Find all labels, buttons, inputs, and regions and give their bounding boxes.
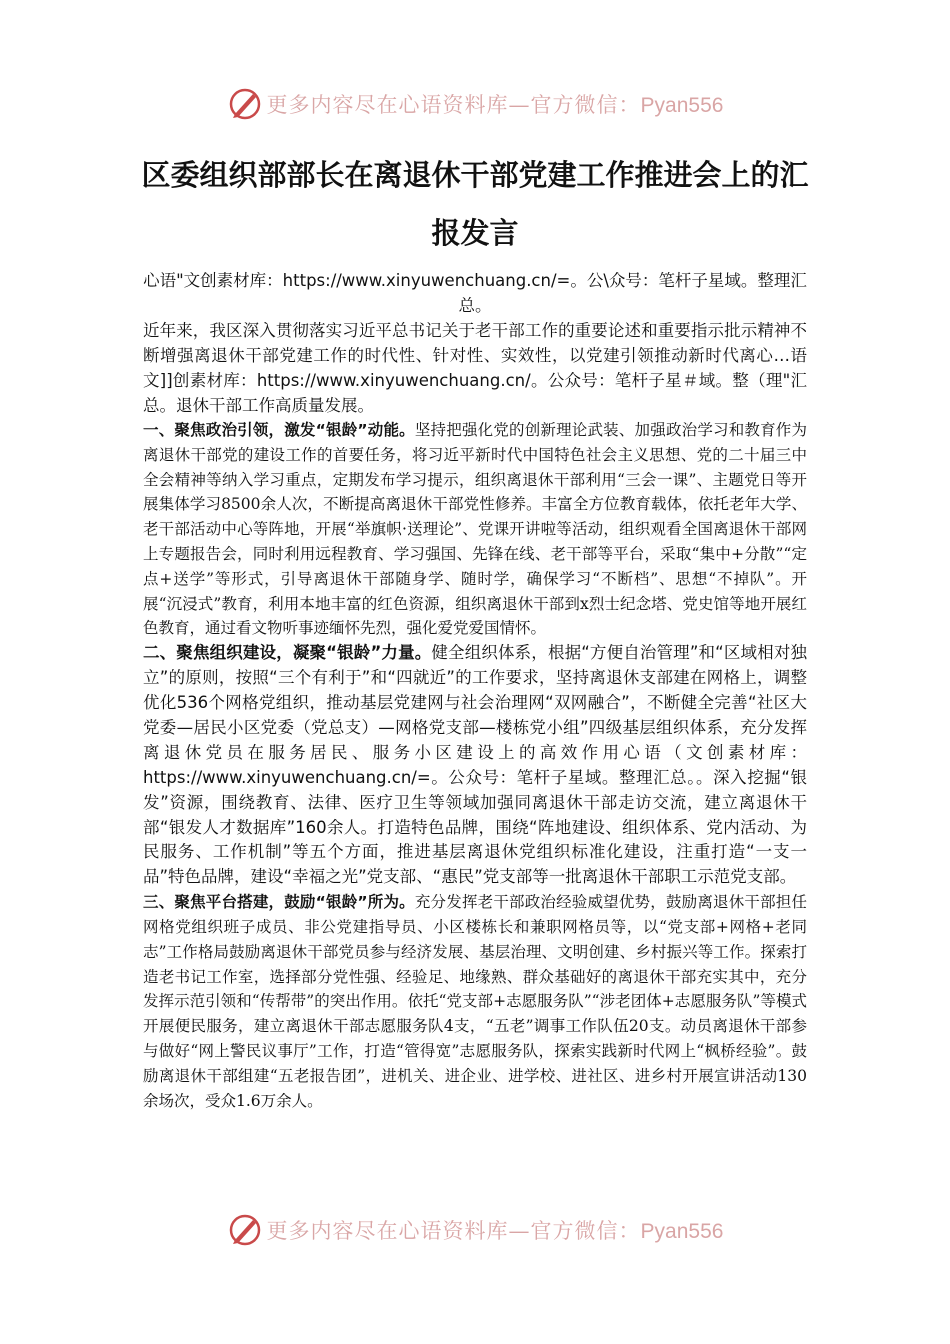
section-2 bbox=[143, 641, 807, 890]
section-3-body: 充分发挥老干部政治经验威望优势，鼓励离退休干部担任网格党组织班子成员、非公党建指导员、小区楼栋长和兼职网格员等，以“党支部+网格+老同志”工作格局鼓励离退休干部党员参与经济发展、基层治理、文明创建、乡村振兴等工作。探索打造老书记工作室，选择部分党性强、经验足、地缘熟、群众基础好的离退休干部充实其中，充分发挥示范引领和“传帮带”的突出作用。依托“党支部+志愿服务队”“涉老团体+志愿服务队”等模式开展便民服务，建立离退休干部志愿服务队4支，“五老”调事工作队伍20支。动员离退休干部参与做好“网上警民议事厅”工作，打造“管得宽”志愿服务队，探索实践新时代网上“枫桥经验”。鼓励离退休干部组建“五老报告团”，进机关、进企业、进学校、进社区、进乡村开展宣讲活动130余场次，受众1.6万余人。 bbox=[143, 893, 807, 1110]
section-1 bbox=[143, 418, 807, 641]
banner-text: 更多内容尽在心语资料库—官方微信：Pyan556 bbox=[266, 93, 724, 117]
section-1-heading: 一、聚焦政治引领，激发“银龄”动能。 bbox=[143, 421, 415, 439]
intro-paragraph: 近年来，我区深入贯彻落实习近平总书记关于老干部工作的重要论述和重要指示批示精神不断增强离退休干部党建工作的时代性、针对性、实效性，以党建引领推动新时代离心…语文]]创素材库：https://www.xinyuwenchuang.cn/。公众号：笔杆子星＃域。整（理"汇总。退休干部工作高质量发展。 bbox=[143, 321, 807, 415]
banner-wechat-id: Pyan556 bbox=[640, 1220, 724, 1243]
banner-wechat-id: Pyan556 bbox=[640, 94, 724, 117]
section-3-heading: 三、聚焦平台搭建，鼓励“银龄”所为。 bbox=[143, 893, 415, 912]
document-body bbox=[143, 268, 807, 1113]
intro-source-line: 心语"文创素材库：https://www.xinyuwenchuang.cn/=。公\众号：笔杆子星域。整理汇总。 bbox=[143, 271, 807, 315]
pen-circle-icon bbox=[227, 1212, 263, 1248]
banner-text: 更多内容尽在心语资料库—官方微信：Pyan556 bbox=[266, 1219, 724, 1243]
section-2-body: 健全组织体系，根据“方便自治管理”和“区域相对独立”的原则，按照“三个有利于”和“四就近”的工作要求，坚持离退休支部建在网格上，调整优化536个网格党组织，推动基层党建网与社会治理网“双网融合”，不断健全完善“社区大党委—居民小区党委（党总支）—网格党支部—楼栋党小组”四级基层组织体系，充分发挥离退休党员在服务居民、服务小区建设上的高效作用心语（文创素材库：https://www.xinyuwenchuang.cn/=。公众号：笔杆子星域。整理汇总。。深入挖掘“银发”资源，围绕教育、法律、医疗卫生等领域加强同离退休干部走访交流，建立离退休干部“银发人才数据库”160余人。打造特色品牌，围绕“阵地建设、组织体系、党内活动、为民服务、工作机制”等五个方面，推进基层离退休党组织标准化建设，注重打造“一支一品”特色品牌，建设“幸福之光”党支部、“惠民”党支部等一批离退休干部职工示范党支部。 bbox=[143, 643, 807, 887]
document-title: 区委组织部部长在离退休干部党建工作推进会上的汇报发言 bbox=[141, 158, 809, 250]
section-3 bbox=[143, 890, 807, 1113]
pen-circle-icon bbox=[227, 86, 263, 122]
header-banner bbox=[0, 84, 950, 124]
section-2-heading: 二、聚焦组织建设，凝聚“银龄”力量。 bbox=[143, 643, 432, 663]
footer-banner bbox=[0, 1210, 950, 1250]
section-1-body: 坚持把强化党的创新理论武装、加强政治学习和教育作为离退休干部党的建设工作的首要任务，将习近平新时代中国特色社会主义思想、党的二十届三中全会精神等纳入学习重点，定期发布学习提示，组织离退休干部利用“三会一课”、主题党日等开展集体学习8500余人次，不断提高离退休干部党性修养。丰富全方位教育载体，依托老年大学、老干部活动中心等阵地，开展“举旗帜·送理论”、党课开讲啦等活动，组织观看全国离退休干部网上专题报告会，同时利用远程教育、学习强国、先锋在线、老干部等平台，采取“集中+分散”“定点+送学”等形式，引导离退休干部随身学、随时学，确保学习“不断档”、思想“不掉队”。开展“沉浸式”教育，利用本地丰富的红色资源，组织离退休干部到x烈士纪念塔、党史馆等地开展红色教育，通过看文物听事迹缅怀先烈，强化爱党爱国情怀。 bbox=[143, 421, 807, 638]
